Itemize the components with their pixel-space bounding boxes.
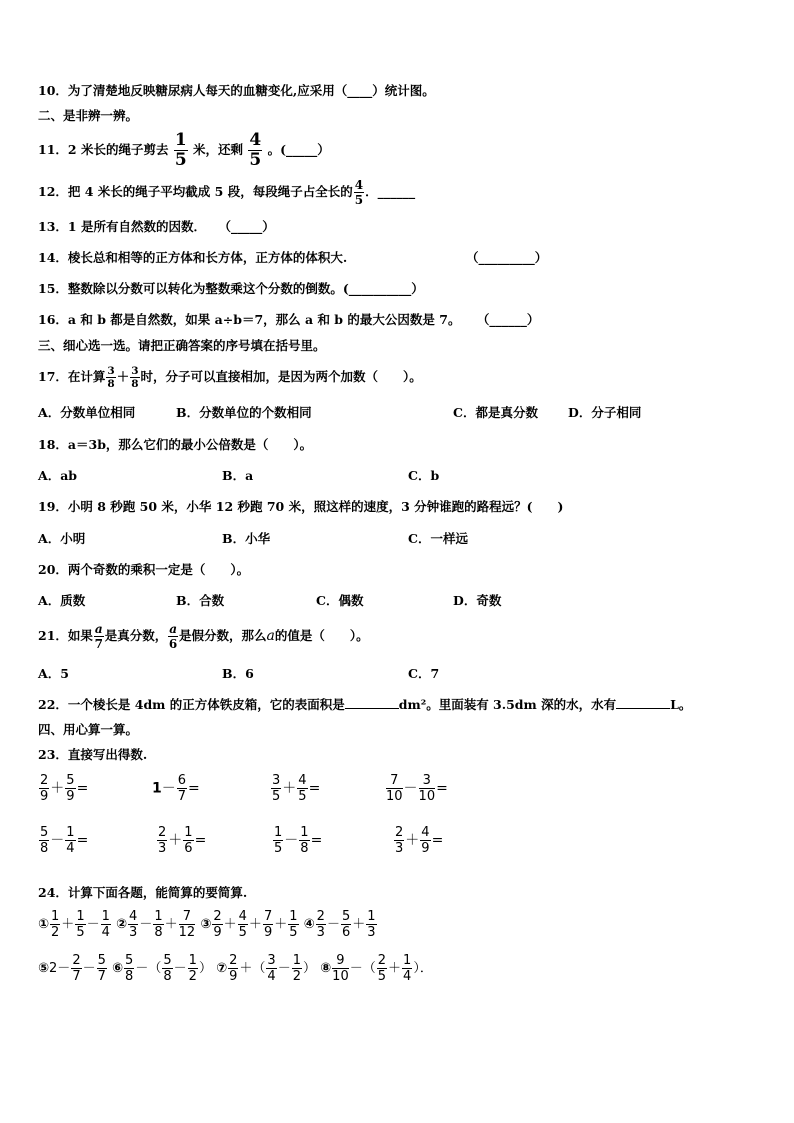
q17-plus: ＋ [116, 369, 130, 384]
q23-expr-2: 1－ $\frac{6}{7}$ = [152, 773, 200, 804]
q23-expr-3: $\frac{3}{5}$ ＋ $\frac{4}{5}$ = [272, 773, 321, 804]
question-19: 19．小明 8 秒跑 50 米，小华 12 秒跑 70 米，照这样的速度，3 分钟谁跑的路程远？( ) [38, 499, 564, 514]
q11-text-c: 。(_____） [267, 142, 330, 157]
question-18: 18．a＝3b，那么它们的最小公倍数是（ ）。 [38, 437, 313, 452]
label-7: ⑦ [216, 961, 228, 976]
q22-text-a: 22．一个棱长是 4dm 的正方体铁皮箱，它的表面积是 [38, 697, 345, 712]
q21-option-a: A．5 [38, 666, 69, 681]
q17-option-a: A．分数单位相同 [38, 405, 136, 420]
q11-text-a: 11．2 米长的绳子剪去 [38, 142, 169, 157]
q18-option-a: A．ab [38, 468, 78, 483]
q23-expr-6: $\frac{2}{3}$ ＋ $\frac{1}{6}$ = [158, 825, 207, 856]
q17-option-c: C．都是真分数 [453, 405, 538, 420]
q16-blank: （______） [476, 312, 540, 327]
q19-option-c: C．一样远 [408, 531, 468, 546]
question-24: 24．计算下面各题，能简算的要简算. [38, 885, 248, 900]
label-3: ③ [200, 917, 212, 932]
q17-option-b: B．分数单位的个数相同 [176, 405, 312, 420]
question-17 [38, 360, 422, 394]
question-10: 10．为了清楚地反映糖尿病人每天的血糖变化,应采用（____）统计图。 [38, 83, 435, 98]
label-8: ⑧ [320, 961, 332, 976]
q19-option-a: A．小明 [38, 531, 86, 546]
q20-option-b: B．合数 [176, 593, 225, 608]
q11-fraction-2: $\frac{4}{5}$ [249, 130, 262, 170]
q17-fraction-1: $\frac{3}{8}$ [107, 364, 115, 390]
q24-row-2: ⑤2－ $\frac{2}{7}$ － $\frac{5}{7}$ ⑥ $\frac{5}{8}$ －（ $\frac{5}{8}$ － $\frac{1}{2}$ ） ⑦ $\frac{2}{9}$ ＋（ $\frac{3}{4}$ － $\frac{1}{2}$ ） ⑧ $\frac{9}{10}$ －（ $\frac{2}{5}$ ＋ $\frac{1}{4}$ ）． [38, 953, 433, 984]
question-14 [38, 249, 548, 267]
q17-text-b: 时，分子可以直接相加，是因为两个加数（ ）。 [140, 369, 422, 384]
q12-text-a: 12．把 4 米长的绳子平均截成 5 段，每段绳子占全长的 [38, 184, 353, 199]
q12-fraction: $\frac{4}{5}$ [354, 178, 364, 207]
q16-text: 16．a 和 b 都是自然数，如果 a÷b＝7，那么 a 和 b 的最大公因数是 7。 [38, 312, 461, 327]
q22-text-c: L。 [670, 697, 692, 712]
label-1: ① [38, 917, 50, 932]
q22-blank-2 [616, 696, 670, 709]
q17-option-d: D．分子相同 [568, 405, 642, 420]
q21-option-b: B．6 [222, 666, 254, 681]
question-23: 23．直接写出得数. [38, 747, 148, 762]
section-4-heading: 四、用心算一算。 [38, 722, 139, 737]
question-11 [38, 132, 330, 169]
q21-text-c: 是假分数，那么 [178, 628, 267, 643]
question-15: 15．整数除以分数可以转化为整数乘这个分数的倒数。(__________） [38, 281, 424, 296]
q19-option-b: B．小华 [222, 531, 271, 546]
label-4: ④ [303, 917, 315, 932]
q21-option-c: C．7 [408, 666, 440, 681]
q21-text-a: 21．如果 [38, 628, 93, 643]
question-21 [38, 619, 369, 653]
q23-expr-4: $\frac{7}{10}$ － $\frac{3}{10}$ = [386, 773, 448, 804]
q23-expr-1: $\frac{2}{9}$ ＋ $\frac{5}{9}$ = [40, 773, 89, 804]
q20-option-a: A．质数 [38, 593, 86, 608]
q11-text-b: 米，还剩 [193, 142, 244, 157]
question-16 [38, 311, 539, 329]
q18-option-b: B．a [222, 468, 254, 483]
question-12 [38, 175, 415, 209]
q18-option-c: C．b [408, 468, 440, 483]
q12-text-b: ．______ [365, 184, 416, 199]
label-6: ⑥ [112, 961, 124, 976]
label-2: ② [116, 917, 128, 932]
q14-blank: （_________） [466, 250, 548, 265]
q21-text-b: 是真分数， [104, 628, 168, 643]
q17-fraction-2: $\frac{3}{8}$ [131, 364, 139, 390]
question-22 [38, 696, 691, 714]
q11-fraction-1: $\frac{1}{5}$ [174, 130, 187, 170]
q20-option-c: C．偶数 [316, 593, 364, 608]
q17-text-a: 17．在计算 [38, 369, 106, 384]
q24-row-1: ① $\frac{1}{2}$ ＋ $\frac{1}{5}$ － $\frac{1}{4}$ ② $\frac{4}{3}$ － $\frac{1}{8}$ ＋ $\frac{7}{12}$ ③ $\frac{2}{9}$ ＋ $\frac{4}{5}$ ＋ $\frac{7}{9}$ ＋ $\frac{1}{5}$ ④ $\frac{2}{3}$ － $\frac{5}{6}$ ＋ $\frac{1}{3}$ [38, 909, 376, 940]
q23-expr-7: $\frac{1}{5}$ － $\frac{1}{8}$ = [274, 825, 323, 856]
question-20: 20．两个奇数的乘积一定是（ ）。 [38, 562, 250, 577]
q20-option-d: D．奇数 [453, 593, 502, 608]
q22-text-b: dm²。里面装有 3.5dm 深的水，水有 [398, 697, 617, 712]
q23-expr-8: $\frac{2}{3}$ ＋ $\frac{4}{9}$ = [395, 825, 444, 856]
q21-fraction-1: $\frac{a}{7}$ [94, 622, 103, 651]
q23-expr-5: $\frac{5}{8}$ － $\frac{1}{4}$ = [40, 825, 89, 856]
q21-text-d: 的值是（ ）。 [274, 628, 369, 643]
question-13: 13．1 是所有自然数的因数． （_____） [38, 219, 275, 234]
section-2-heading: 二、是非辨一辨。 [38, 108, 139, 123]
q22-blank-1 [345, 696, 399, 709]
q14-text: 14．棱长总和相等的正方体和长方体，正方体的体积大. [38, 250, 348, 265]
q21-variable: a [266, 628, 275, 644]
section-3-heading: 三、细心选一选。请把正确答案的序号填在括号里。 [38, 338, 326, 353]
q21-fraction-2: $\frac{a}{6}$ [168, 622, 178, 651]
label-5: ⑤ [38, 961, 50, 976]
